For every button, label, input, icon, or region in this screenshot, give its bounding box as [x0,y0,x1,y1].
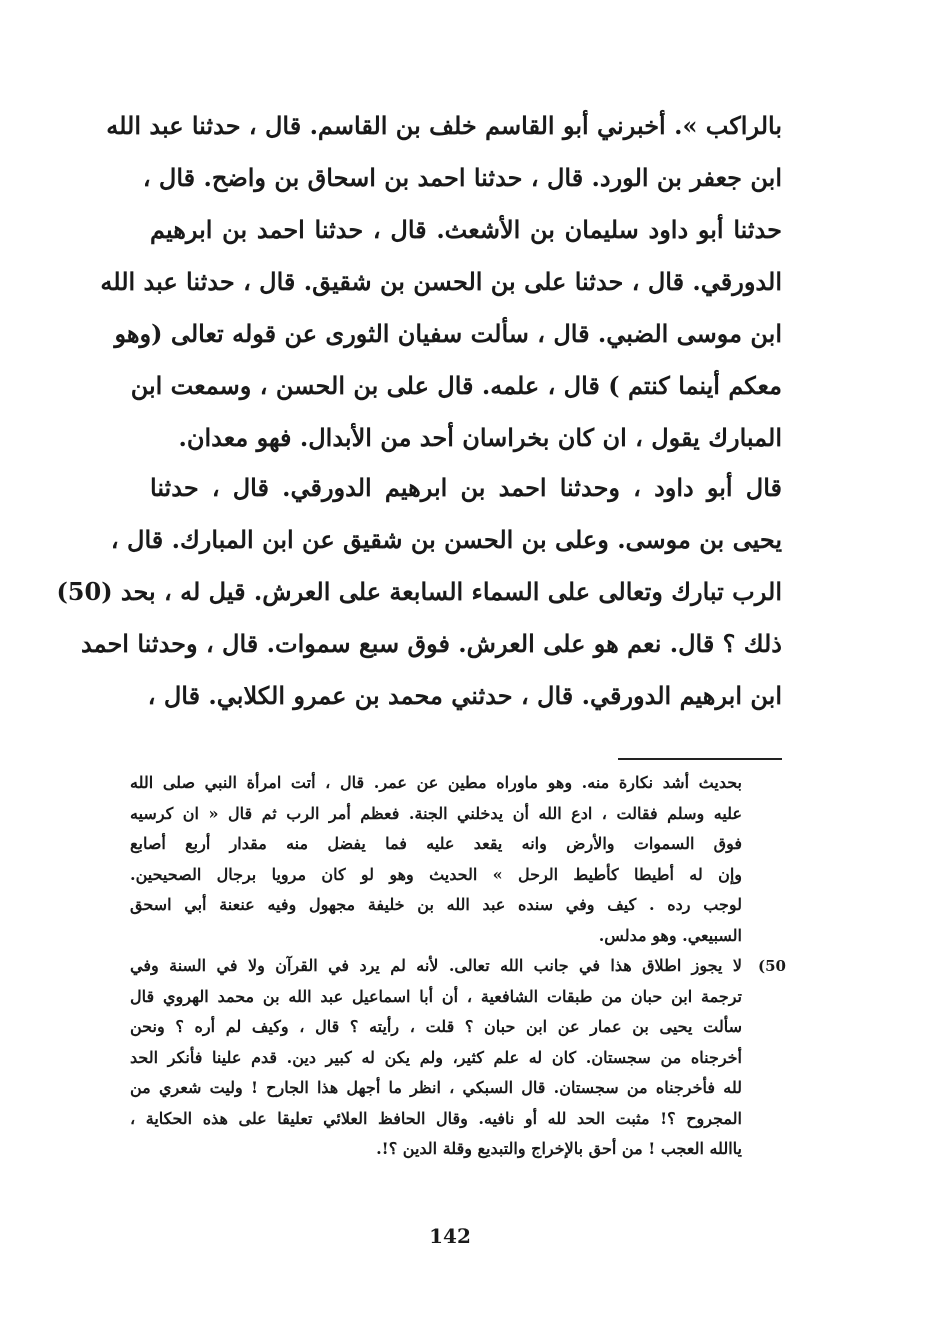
footnote-line: لوجب رده . كيف وفي سنده عبد الله بن خليفة مجهول وفيه عنعنة أبي اسحق [130,895,742,914]
text-line: حدثنا أبو داود سليمان بن الأشعث. قال ، حدثنا احمد بن ابرهيم [150,215,782,244]
text-line: يحيى بن موسى. وعلى بن الحسن بن شقيق عن ابن المبارك. قال ، [110,525,782,554]
text-line: الدورقي. قال ، حدثنا على بن الحسن بن شقيق. قال ، حدثنا عبد الله [100,267,782,296]
text-line: ذلك ؟ قال. نعم هو على العرش. فوق سبع سموات. قال ، وحدثنا احمد [81,629,782,658]
footnotes-section [130,768,786,1165]
footnote-line-text: لا يجوز اطلاق هذا في جانب الله تعالى. لأنه لم يرد في القرآن ولا في السنة وفي [130,956,742,975]
footnote-line: السبيعي. وهو مدلس. [598,925,742,945]
footnote-line: ياالله العجب ! من أحق بالإخراج والتبديع وقلة الدين ؟!. [376,1139,742,1158]
text-line: ابن موسى الضبي. قال ، سألت سفيان الثورى عن قوله تعالى (وهو [114,319,782,348]
footnote-line: وإن له أطيطا كأطيط الرحل » الحديث وهو لو كان مرويا برجال الصحيحين. [130,864,742,884]
footnote-line: ترجمة ابن حبان من طبقات الشافعية ، أن أبا اسماعيل عبد الله بن محمد الهروي قال [130,986,742,1006]
footnote-divider [618,758,782,760]
footnote-number: (50 [758,957,786,975]
main-paragraph-2 [56,462,782,722]
footnote-line: عليه وسلم فقالت ، ادع الله أن يدخلني الجنة. فعظم أمر الرب ثم قال « ان كرسيه [130,803,742,823]
footnote-line: فوق السموات والأرض وانه يقعد عليه فما يفضل منه مقدار أربع أصابع [130,834,742,853]
footnote-line: لله فأخرجناه من سجستان. قال السبكي ، انظر ما أجهل هذا الجارح ! وليت شعري من [130,1078,742,1097]
text-line: المبارك يقول ، ان كان بخراسان أحد من الأبدال. فهو معدان. [178,423,782,452]
text-line: ابن ابرهيم الدورقي. قال ، حدثني محمد بن عمرو الكلابي. قال ، [147,681,782,710]
text-line: قال أبو داود ، وحدثنا احمد بن ابرهيم الدورقي. قال ، حدثنا [150,473,782,502]
footnote-line: أخرجناه من سجستان. كان له علم كثير، ولم يكن له كبير دين. قدم علينا فأنكر الحد [130,1047,742,1067]
text-line-with-footnote-ref [56,566,782,618]
footnote-line: سألت يحيى بن عمار عن ابن حبان ؟ قلت ، رأيته ؟ قال ، وكيف لم أره ؟ ونحن [130,1017,742,1036]
text-line: ابن جعفر بن الورد. قال ، حدثنا احمد بن اسحاق بن واضح. قال ، [142,163,782,192]
text-line: معكم أينما كنتم ) قال ، علمه. قال على بن الحسن ، وسمعت ابن [130,371,782,400]
footnote-reference: (50) [56,577,113,606]
main-paragraph-1 [100,100,782,464]
footnote-50-first-line [130,951,786,982]
text-segment: الرب تبارك وتعالى على السماء السابعة على العرش. قيل له ، بحد [120,577,782,606]
text-line: بالراكب ». أخبرني أبو القاسم خلف بن القاسم. قال ، حدثنا عبد الله [106,111,782,140]
footnote-line: بحديث أشد نكارة منه. وهو ماوراه مطين عن عمر. قال ، أتت امرأة النبي صلى الله [130,773,742,792]
footnote-line: المجروح ؟! مثبت الحد لله أو نافيه. وقال الحافظ العلائي تعليقا على هذه الحكاية ، [130,1108,742,1128]
page-number: 142 [429,1224,471,1248]
